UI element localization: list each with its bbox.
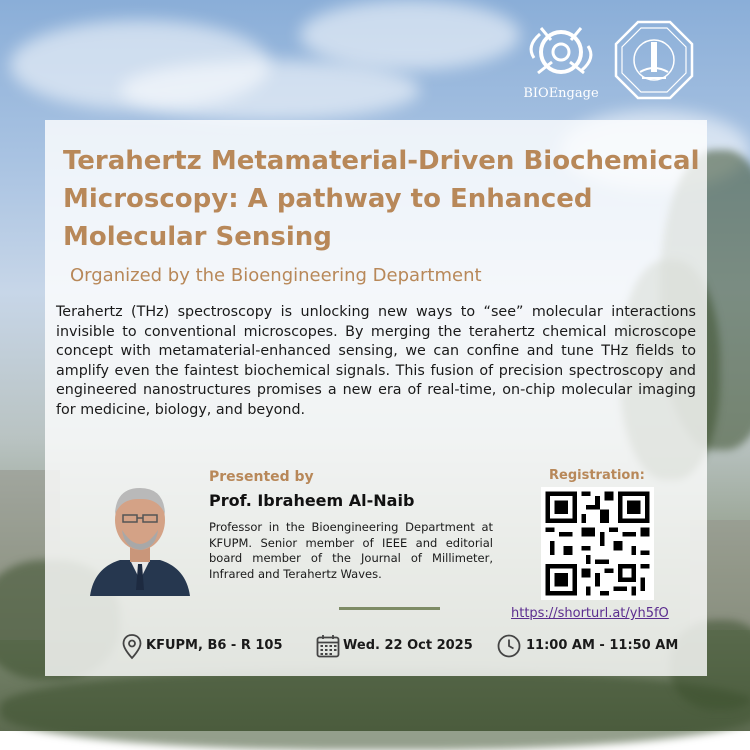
registration-qr-code[interactable] [541, 487, 654, 600]
bioengage-label: BIOEngage [523, 86, 599, 101]
presenter-name: Prof. Ibraheem Al-Naib [209, 491, 415, 510]
clock-icon [497, 634, 521, 658]
event-description: Terahertz (THz) spectroscopy is unlocking new ways to “see” molecular interactions invisible to conventional microscopes. By merging the terahertz chemical microscope concept with metamaterial-enhanced sensing, we can confine and tune THz fields to amplify even the faintest biochemical signals. This fusion of precision spectroscopy and engineered nanostructures promises a new era of real-time, on-chip molecular imaging for medicine, biology, and beyond. [56, 304, 696, 418]
section-divider [339, 607, 440, 610]
event-title: Terahertz Metamaterial-Driven Biochemical Microscopy: A pathway to Enhanced Molecular Sensing [63, 146, 700, 252]
map-pin-icon [122, 634, 142, 660]
registration-label: Registration: [549, 468, 645, 483]
presented-by-heading: Presented by [209, 469, 314, 485]
calendar-icon [316, 634, 340, 658]
presenter-bio: Professor in the Bioengineering Department at KFUPM. Senior member of IEEE and editorial board member of the Journal of Millimeter, Infrared and Terahertz Waves. [209, 520, 493, 581]
event-date: Wed. 22 Oct 2025 [343, 638, 473, 653]
presenter-photo [86, 468, 194, 596]
event-time: 11:00 AM - 11:50 AM [526, 638, 679, 653]
event-location: KFUPM, B6 - R 105 [146, 638, 283, 653]
organizer-line: Organized by the Bioengineering Department [70, 265, 482, 286]
registration-link[interactable]: https://shorturl.at/yh5fO [511, 606, 669, 621]
university-seal-icon [614, 20, 694, 100]
